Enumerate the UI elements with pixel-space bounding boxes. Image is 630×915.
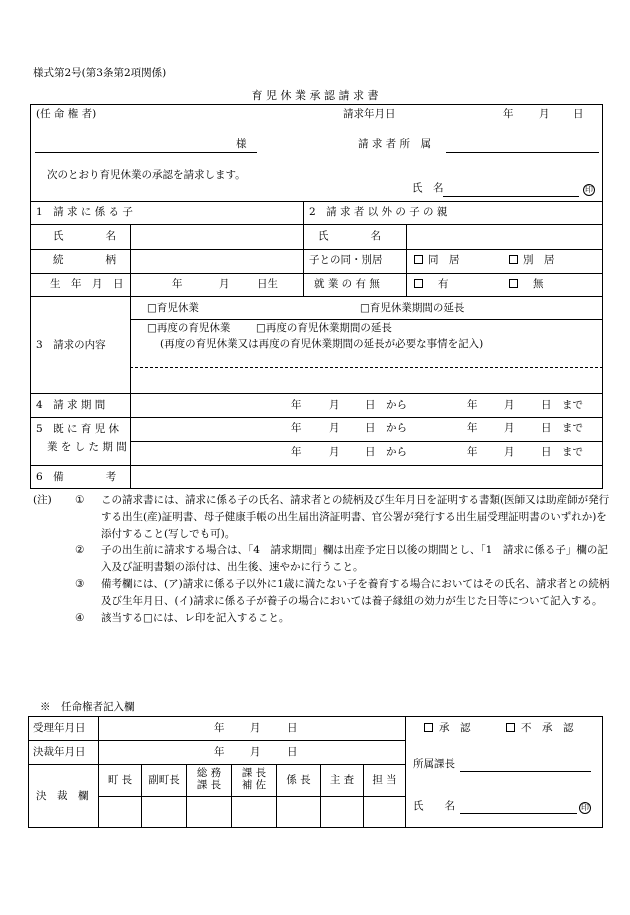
- note-mark: ④: [75, 611, 85, 624]
- office-name-label: 氏 名: [413, 800, 455, 812]
- period-to-year-unit: 年: [467, 399, 478, 411]
- divider: [30, 393, 603, 394]
- decided-month-unit: 月: [250, 746, 261, 758]
- section6-label: 6 備 考: [36, 471, 117, 483]
- dept-head-field[interactable]: [460, 771, 591, 772]
- section3-note: (再度の育児休業又は再度の育児休業期間の延長が必要な事情を記入): [160, 338, 484, 350]
- period-from-year-unit: 年: [291, 399, 302, 411]
- decided-year-unit: 年: [214, 746, 225, 758]
- approver-mayor: 町 長: [107, 774, 133, 786]
- child-name-label: 氏 名: [53, 230, 116, 242]
- office-name-field[interactable]: [460, 813, 577, 814]
- past-period1-to-day-unit: 日 まで: [541, 422, 583, 434]
- decided-day-unit: 日: [287, 746, 298, 758]
- disapprove-label: 不 承 認: [521, 722, 574, 734]
- relation-field[interactable]: [132, 251, 301, 272]
- divider: [98, 796, 405, 797]
- section5-label-line2: 業 を し た 期 間: [47, 441, 127, 453]
- child-name-field[interactable]: [132, 226, 301, 248]
- period-from-day-unit: 日 から: [365, 399, 407, 411]
- period-to-day-unit: 日 まで: [541, 399, 583, 411]
- note-item: [33, 576, 613, 610]
- section4-label: 4 請 求 期 間: [36, 399, 106, 411]
- form-number: 様式第2号(第3条第2項関係): [33, 67, 167, 79]
- parent-name-label: 氏 名: [318, 230, 381, 242]
- employment-yes-label: 有: [438, 278, 449, 290]
- requester-name-field[interactable]: [443, 196, 579, 197]
- office-section-title: ※ 任命権者記入欄: [40, 701, 135, 713]
- approve-label: 承 認: [439, 722, 471, 734]
- birth-year-unit: 年: [172, 278, 183, 290]
- past-period1-to-year-unit: 年: [467, 422, 478, 434]
- divider: [30, 224, 603, 225]
- office-seal-icon: 印: [581, 803, 589, 812]
- relation-label: 続 柄: [53, 254, 116, 266]
- employment-no-checkbox[interactable]: [509, 279, 518, 288]
- divider: [98, 716, 99, 828]
- birth-day-unit: 日生: [257, 278, 278, 290]
- divider: [363, 764, 364, 828]
- cohabit-separate-checkbox[interactable]: [509, 255, 518, 264]
- past-period2-from-day-unit: 日 から: [365, 446, 407, 458]
- received-date-label: 受理年月日: [33, 722, 86, 734]
- divider: [405, 716, 406, 828]
- dashed-divider: [130, 367, 603, 368]
- divider: [28, 740, 405, 741]
- period-to-month-unit: 月: [504, 399, 515, 411]
- section2-header: 2 請 求 者 以 外 の 子 の 親: [309, 206, 448, 218]
- employment-no-label: 無: [533, 278, 544, 290]
- request-day-unit: 日: [573, 108, 584, 120]
- requester-name-label: 氏 名: [412, 182, 444, 194]
- divider: [30, 201, 603, 202]
- note-item: [33, 542, 613, 576]
- note-text: 備考欄には、(ア)請求に係る子以外に1歳に満たない子を養育する場合においてはその氏名、請求者との続柄及び生年月日、(イ)請求に係る子が養子の場合においては養子縁組の効力が生じた日等について記入する。: [101, 577, 610, 607]
- seal-icon: 印: [585, 185, 593, 194]
- notes-intro: (注): [33, 494, 52, 506]
- page-title: 育 児 休 業 承 認 請 求 書: [251, 89, 379, 102]
- approval-label: 決 裁 欄: [36, 790, 89, 802]
- received-day-unit: 日: [287, 722, 298, 734]
- note-item: [33, 492, 613, 542]
- honorific: 様: [236, 138, 247, 150]
- past-period1-to-month-unit: 月: [504, 422, 515, 434]
- past-period2-to-year-unit: 年: [467, 446, 478, 458]
- approver-staff: 担 当: [372, 774, 397, 786]
- option-childcare-leave[interactable]: □育児休業: [147, 302, 199, 314]
- remarks-field[interactable]: [132, 467, 601, 487]
- note-text: この請求書には、請求に係る子の氏名、請求者との続柄及び生年月日を証明する書類(医師又は助産師が発行する出生(産)証明書、母子健康手帳の出生届出済証明書、官公署が発行する出生届受理証明書のいずれか)を添付すること(写しでも可)。: [101, 494, 610, 540]
- note-mark: ②: [75, 544, 85, 557]
- office-form-frame: [28, 716, 603, 828]
- divider: [30, 417, 603, 418]
- approve-checkbox[interactable]: [424, 723, 433, 732]
- divider: [130, 224, 131, 489]
- employment-yes-checkbox[interactable]: [414, 279, 423, 288]
- request-statement: 次のとおり育児休業の承認を請求します。: [47, 169, 246, 181]
- approver-chief: 係 長: [286, 774, 311, 786]
- birth-month-unit: 月: [219, 278, 230, 290]
- option-leave-extension[interactable]: □育児休業期間の延長: [360, 302, 465, 314]
- approver-assistant-head: 課 長 補 佐: [241, 767, 267, 791]
- note-mark: ③: [75, 577, 85, 590]
- approver-senior-staff: 主 査: [329, 774, 355, 786]
- divider: [303, 201, 304, 296]
- section3-reason-field[interactable]: [132, 369, 601, 391]
- note-item: [33, 610, 613, 627]
- divider: [30, 273, 603, 274]
- divider: [130, 441, 603, 442]
- note-text: 子の出生前に請求する場合は、「4 請求期間」欄は出産予定日以後の期間とし、「1 請求に係る子」欄の記入及び証明書類の添付は、出生後、速やかに行うこと。: [101, 544, 608, 574]
- section3-label: 3 請求の内容: [36, 339, 106, 351]
- affiliation-field[interactable]: [446, 152, 599, 153]
- cohabit-separate-label: 別 居: [523, 254, 555, 266]
- dept-head-label: 所属課長: [413, 758, 455, 770]
- divider: [30, 465, 603, 466]
- past-period2-to-day-unit: 日 まで: [541, 446, 583, 458]
- note-text: 該当する□には、レ印を記入すること。: [101, 611, 290, 624]
- received-month-unit: 月: [250, 722, 261, 734]
- cohabit-label: 子との同・別居: [309, 254, 383, 266]
- past-period1-from-day-unit: 日 から: [365, 422, 407, 434]
- request-year-unit: 年: [503, 108, 514, 120]
- request-month-unit: 月: [539, 108, 550, 120]
- period-from-month-unit: 月: [329, 399, 340, 411]
- past-period1-from-year-unit: 年: [291, 422, 302, 434]
- section5-label-line1: 5 既 に 育 児 休: [36, 423, 120, 435]
- divider: [406, 224, 407, 296]
- birthdate-label: 生 年 月 日: [50, 278, 124, 290]
- divider: [130, 319, 603, 320]
- decided-date-label: 決裁年月日: [33, 746, 86, 758]
- received-year-unit: 年: [214, 722, 225, 734]
- approver-general-affairs-head: 総 務 課 長: [196, 767, 222, 791]
- employment-label: 就 業 の 有 無: [314, 278, 380, 290]
- notes: [33, 492, 613, 626]
- request-date-label: 請求年月日: [343, 108, 396, 120]
- affiliation-label: 請 求 者 所 属: [358, 138, 432, 150]
- cohabit-same-checkbox[interactable]: [414, 255, 423, 264]
- divider: [276, 764, 277, 828]
- cohabit-same-label: 同 居: [428, 254, 460, 266]
- appointer-label: (任 命 権 者): [36, 108, 97, 120]
- divider: [141, 764, 142, 828]
- past-period1-from-month-unit: 月: [329, 422, 340, 434]
- divider: [28, 764, 405, 765]
- disapprove-checkbox[interactable]: [506, 723, 515, 732]
- divider: [30, 296, 603, 297]
- approver-deputy-mayor: 副町長: [148, 774, 180, 786]
- section1-header: 1 請 求 に 係 る 子: [36, 206, 133, 218]
- past-period2-to-month-unit: 月: [504, 446, 515, 458]
- option-leave-again[interactable]: □再度の育児休業: [147, 322, 231, 334]
- note-mark: ①: [75, 494, 85, 506]
- divider: [320, 764, 321, 828]
- parent-name-field[interactable]: [408, 226, 601, 248]
- divider: [30, 249, 603, 250]
- appointer-name-line[interactable]: [35, 152, 257, 153]
- past-period2-from-year-unit: 年: [291, 446, 302, 458]
- option-leave-again-extension[interactable]: □再度の育児休業期間の延長: [256, 322, 392, 334]
- past-period2-from-month-unit: 月: [329, 446, 340, 458]
